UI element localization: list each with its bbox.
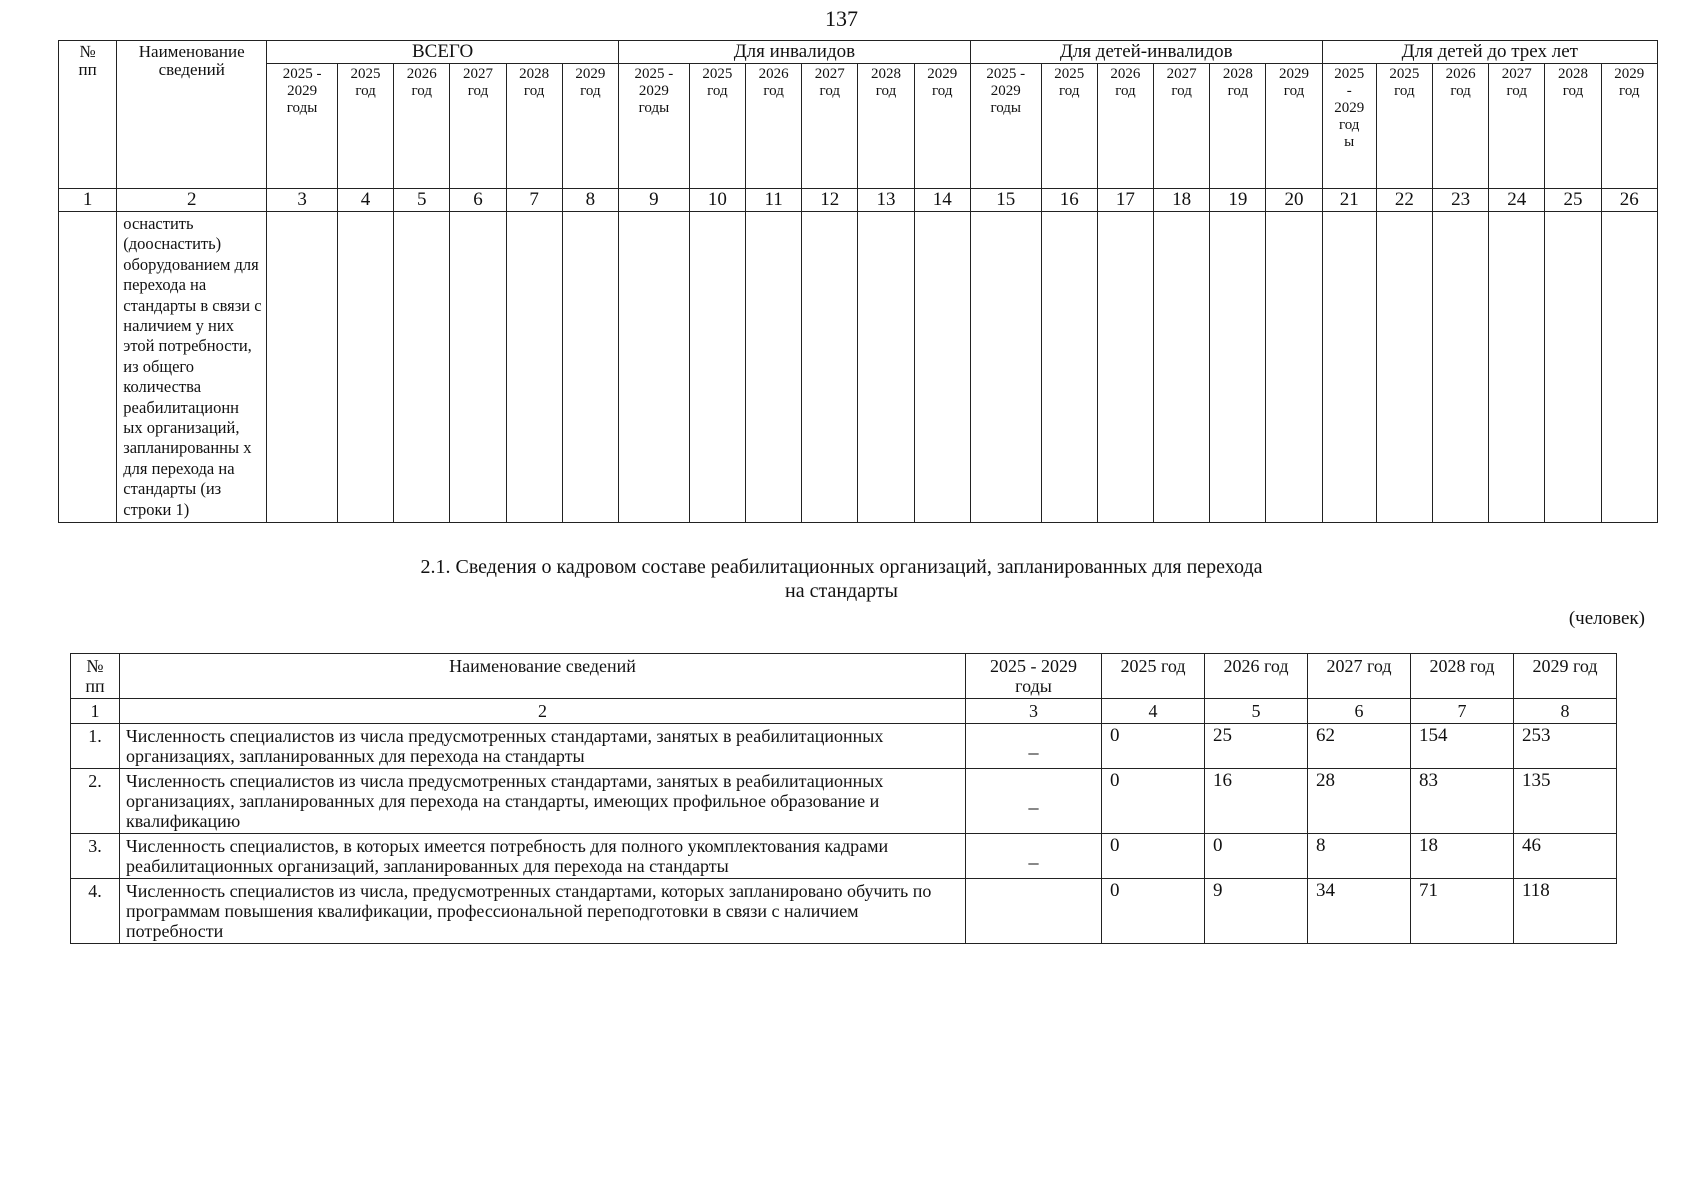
column-number: 1 — [59, 189, 117, 212]
section-title-line-2: на стандарты — [785, 580, 898, 602]
column-number: 13 — [858, 189, 914, 212]
value-2028: 71 — [1411, 879, 1514, 944]
header-no: № пп — [71, 654, 120, 699]
column-number: 4 — [337, 189, 393, 212]
column-number: 9 — [619, 189, 690, 212]
value-cell — [394, 212, 450, 523]
table-row — [71, 879, 1617, 944]
header-2025: 2025 год — [1102, 654, 1205, 699]
value-2029: 118 — [1514, 879, 1617, 944]
year-subheader: 2028 год — [1210, 64, 1266, 189]
value-cell — [1432, 212, 1488, 523]
value-cell — [689, 212, 745, 523]
value-2026: 0 — [1205, 834, 1308, 879]
year-subheader: 2027 год — [802, 64, 858, 189]
year-subheader: 2026 год — [745, 64, 801, 189]
column-number: 12 — [802, 189, 858, 212]
value-2025: 0 — [1102, 879, 1205, 944]
row-number: 3. — [71, 834, 120, 879]
year-subheader: 2026 год — [1097, 64, 1153, 189]
value-2027: 62 — [1308, 724, 1411, 769]
header-name: Наименование сведений — [117, 41, 267, 189]
value-cell — [970, 212, 1041, 523]
header-2029: 2029 год — [1514, 654, 1617, 699]
value-cell — [1154, 212, 1210, 523]
equipment-table — [58, 40, 1658, 523]
value-cell — [858, 212, 914, 523]
year-subheader: 2029 год — [914, 64, 970, 189]
column-number: 26 — [1601, 189, 1657, 212]
column-number: 6 — [1308, 699, 1411, 724]
table-row — [71, 834, 1617, 879]
header-total: 2025 - 2029 годы — [966, 654, 1102, 699]
value-cell — [1601, 212, 1657, 523]
total-value — [966, 879, 1102, 944]
row-name: Численность специалистов из числа предусмотренных стандартами, занятых в реабилитационных организациях, запланированных для перехода на стандарты, имеющих профильное образование и квалификацию — [120, 769, 966, 834]
value-2029: 46 — [1514, 834, 1617, 879]
column-number: 19 — [1210, 189, 1266, 212]
year-subheader: 2028 год — [506, 64, 562, 189]
header-2027: 2027 год — [1308, 654, 1411, 699]
year-subheader: 2025 год — [1041, 64, 1097, 189]
column-number: 22 — [1376, 189, 1432, 212]
column-number: 8 — [1514, 699, 1617, 724]
row-number: 4. — [71, 879, 120, 944]
value-cell — [914, 212, 970, 523]
year-subheader: 2025 год — [337, 64, 393, 189]
value-cell — [562, 212, 618, 523]
column-number: 21 — [1322, 189, 1376, 212]
year-subheader: 2027 год — [1489, 64, 1545, 189]
row-number: 2. — [71, 769, 120, 834]
row-name: Численность специалистов, в которых имеется потребность для полного укомплектования кадрами реабилитационных организаций, запланированных для перехода на стандарты — [120, 834, 966, 879]
value-2028: 83 — [1411, 769, 1514, 834]
year-subheader: 2025 год — [1376, 64, 1432, 189]
value-cell — [267, 212, 338, 523]
table-row — [71, 769, 1617, 834]
column-number: 6 — [450, 189, 506, 212]
column-number: 20 — [1266, 189, 1322, 212]
row-name: Численность специалистов из числа, предусмотренных стандартами, которых запланировано обучить по программам повышения квалификации, профессиональной переподготовки в связи с наличием потребности — [120, 879, 966, 944]
value-cell — [506, 212, 562, 523]
staffing-table — [70, 653, 1617, 944]
section-title — [0, 555, 1683, 603]
value-cell — [1041, 212, 1097, 523]
value-cell — [1545, 212, 1601, 523]
value-2025: 0 — [1102, 769, 1205, 834]
total-value: _ — [966, 724, 1102, 769]
column-number: 4 — [1102, 699, 1205, 724]
column-number: 10 — [689, 189, 745, 212]
row-description: оснастить (дооснастить) оборудованием для перехода на стандарты в связи с наличием у них этой потребности, из общего количества реабилитационн ых организаций, запланированны х для перехода на стандарты (из строки 1) — [117, 212, 267, 523]
column-number: 8 — [562, 189, 618, 212]
value-2029: 135 — [1514, 769, 1617, 834]
value-cell — [1210, 212, 1266, 523]
year-subheader: 2029 год — [1266, 64, 1322, 189]
column-number: 15 — [970, 189, 1041, 212]
value-cell — [802, 212, 858, 523]
value-2029: 253 — [1514, 724, 1617, 769]
group-header-children-under-three: Для детей до трех лет — [1322, 41, 1657, 64]
column-number: 23 — [1432, 189, 1488, 212]
year-subheader: 2029 год — [1601, 64, 1657, 189]
table-row — [71, 724, 1617, 769]
row-name: Численность специалистов из числа предусмотренных стандартами, занятых в реабилитационных организациях, запланированных для перехода на стандарты — [120, 724, 966, 769]
year-subheader: 2027 год — [1154, 64, 1210, 189]
year-subheader: 2028 год — [1545, 64, 1601, 189]
row-number-cell — [59, 212, 117, 523]
value-cell — [337, 212, 393, 523]
value-cell — [1322, 212, 1376, 523]
column-number: 7 — [1411, 699, 1514, 724]
value-2028: 154 — [1411, 724, 1514, 769]
column-number: 16 — [1041, 189, 1097, 212]
value-cell — [1097, 212, 1153, 523]
value-2026: 16 — [1205, 769, 1308, 834]
year-subheader: 2025 - 2029 год ы — [1322, 64, 1376, 189]
year-subheader: 2026 год — [394, 64, 450, 189]
page-number: 137 — [825, 6, 858, 31]
year-subheader: 2025 - 2029 годы — [267, 64, 338, 189]
year-subheader: 2025 - 2029 годы — [970, 64, 1041, 189]
value-2027: 34 — [1308, 879, 1411, 944]
group-header-total: ВСЕГО — [267, 41, 619, 64]
column-number: 5 — [394, 189, 450, 212]
value-cell — [1489, 212, 1545, 523]
column-number: 17 — [1097, 189, 1153, 212]
group-header-disabled: Для инвалидов — [619, 41, 971, 64]
value-cell — [1376, 212, 1432, 523]
total-value: _ — [966, 769, 1102, 834]
column-number: 1 — [71, 699, 120, 724]
year-subheader: 2026 год — [1432, 64, 1488, 189]
column-number: 5 — [1205, 699, 1308, 724]
year-subheader: 2027 год — [450, 64, 506, 189]
year-subheader: 2028 год — [858, 64, 914, 189]
value-2027: 8 — [1308, 834, 1411, 879]
row-number: 1. — [71, 724, 120, 769]
group-header-disabled-children: Для детей-инвалидов — [970, 41, 1322, 64]
column-number: 2 — [120, 699, 966, 724]
value-2028: 18 — [1411, 834, 1514, 879]
value-cell — [745, 212, 801, 523]
value-2025: 0 — [1102, 724, 1205, 769]
column-number: 24 — [1489, 189, 1545, 212]
header-2026: 2026 год — [1205, 654, 1308, 699]
header-no: № пп — [59, 41, 117, 189]
header-name: Наименование сведений — [120, 654, 966, 699]
column-number: 3 — [966, 699, 1102, 724]
value-cell — [619, 212, 690, 523]
unit-label: (человек) — [1568, 608, 1645, 629]
column-number: 18 — [1154, 189, 1210, 212]
header-2028: 2028 год — [1411, 654, 1514, 699]
column-number: 11 — [745, 189, 801, 212]
value-2025: 0 — [1102, 834, 1205, 879]
value-cell — [1266, 212, 1322, 523]
value-2026: 9 — [1205, 879, 1308, 944]
column-number: 3 — [267, 189, 338, 212]
year-subheader: 2025 - 2029 годы — [619, 64, 690, 189]
year-subheader: 2029 год — [562, 64, 618, 189]
total-value: _ — [966, 834, 1102, 879]
value-2027: 28 — [1308, 769, 1411, 834]
column-number: 25 — [1545, 189, 1601, 212]
column-number: 2 — [117, 189, 267, 212]
value-cell — [450, 212, 506, 523]
year-subheader: 2025 год — [689, 64, 745, 189]
column-number: 14 — [914, 189, 970, 212]
section-title-line-1: 2.1. Сведения о кадровом составе реабилитационных организаций, запланированных для перехода — [420, 556, 1263, 578]
column-number: 7 — [506, 189, 562, 212]
value-2026: 25 — [1205, 724, 1308, 769]
